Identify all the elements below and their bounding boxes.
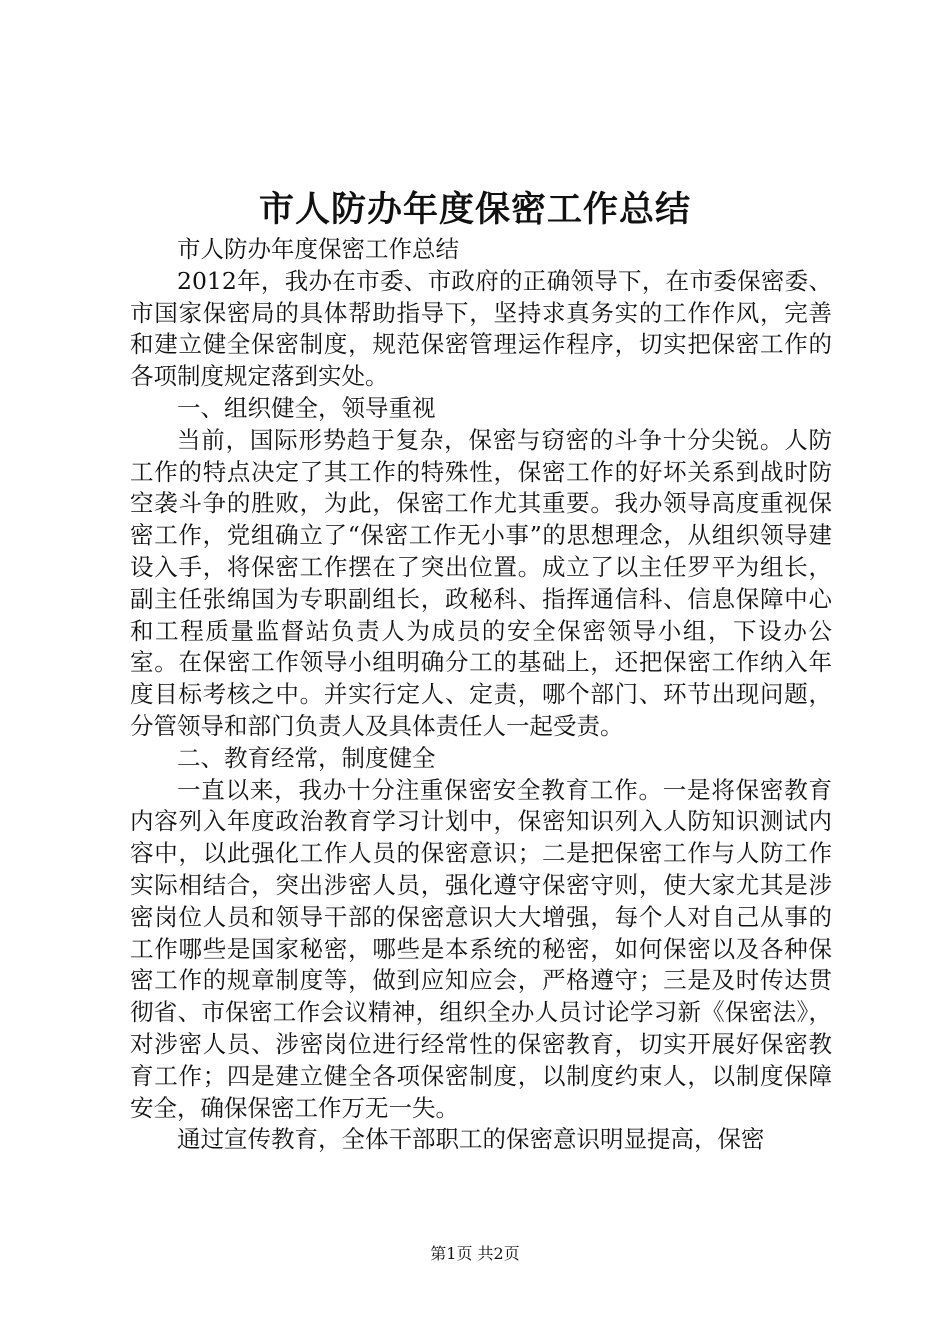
paragraph-heading-repeat: 市人防办年度保密工作总结 — [177, 235, 459, 263]
section-heading-2: 二、教育经常，制度健全 — [177, 743, 436, 772]
document-title: 市人防办年度保密工作总结 — [258, 189, 691, 230]
paragraph-section-2: 一直以来，我办十分注重保密安全教育工作。一是将保密教育内容列入年度政治教育学习计划中，保密知识列入人防知识测试内容中，以此强化工作人员的保密意识；二是把保密工作与人防工作实际相结合，突出涉密人员，强化遵守保密守则，使大家尤其是涉密岗位人员和领导干部的保密意识大大增强，每个人对自己从事的工作哪些是国家秘密，哪些是本系统的秘密，如何保密以及各种保密工作的规章制度等，做到应知应会，严格遵守；三是及时传达贯彻省、市保密工作会议精神，组织全办人员讨论学习新《保密法》，对涉密人员、涉密岗位进行经常性的保密教育，切实开展好保密教育工作；四是建立健全各项保密制度，以制度约束人，以制度保障安全，确保保密工作万无一失。 — [130, 775, 832, 1122]
paragraph-continuation: 通过宣传教育，全体干部职工的保密意识明显提高，保密 — [177, 1125, 765, 1154]
paragraph-section-1: 当前，国际形势趋于复杂，保密与窃密的斗争十分尖锐。人防工作的特点决定了其工作的特殊性，保密工作的好坏关系到战时防空袭斗争的胜败，为此，保密工作尤其重要。我办领导高度重视保密工作，党组确立了“保密工作无小事”的思想理念，从组织领导建设入手，将保密工作摆在了突出位置。成立了以主任罗平为组长，副主任张绵国为专职副组长，政秘科、指挥通信科、信息保障中心和工程质量监督站负责人为成员的安全保密领导小组，下设办公室。在保密工作领导小组明确分工的基础上，还把保密工作纳入年度目标考核之中。并实行定人、定责，哪个部门、环节出现问题，分管领导和部门负责人及具体责任人一起受责。 — [130, 425, 832, 740]
page-footer: 第1页 共2页 — [430, 1244, 520, 1263]
paragraph-intro: 2012年，我办在市委、市政府的正确领导下，在市委保密委、市国家保密局的具体帮助指导下，坚持求真务实的工作作风，完善和建立健全保密制度，规范保密管理运作程序，切实把保密工作的各项制度规定落到实处。 — [130, 266, 832, 391]
section-heading-1: 一、组织健全，领导重视 — [177, 393, 436, 422]
document-body — [130, 234, 832, 1156]
